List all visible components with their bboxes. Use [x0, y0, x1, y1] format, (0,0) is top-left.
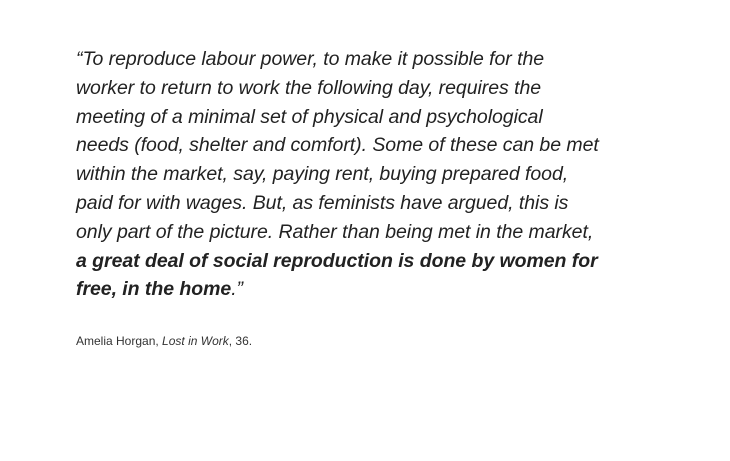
citation-book-title: Lost in Work	[162, 334, 229, 348]
quote-text	[76, 45, 656, 304]
citation-author: Amelia Horgan,	[76, 334, 163, 348]
citation-page: , 36.	[228, 334, 253, 348]
quote-line: within the market, say, paying rent, buying prepared food,	[76, 163, 569, 186]
quote-closing-mark: .”	[231, 278, 243, 301]
quote-final-line	[76, 275, 656, 304]
quote-emphasis-text: a great deal of social reproduction is done by women for	[76, 249, 598, 272]
citation	[76, 333, 252, 349]
quote-line: paid for with wages. But, as feminists have argued, this is	[76, 191, 569, 214]
quote-block	[76, 45, 656, 304]
quote-emphasis-line	[76, 247, 656, 276]
quote-line: needs (food, shelter and comfort). Some of these can be met	[76, 134, 599, 157]
quote-line: “To reproduce labour power, to make it possible for the	[76, 48, 545, 70]
quote-line: only part of the picture. Rather than being met in the market,	[76, 220, 594, 243]
quote-line: worker to return to work the following day, requires the	[76, 76, 542, 99]
quote-emphasis-text: free, in the home	[76, 278, 232, 301]
quote-line: meeting of a minimal set of physical and psychological	[76, 105, 543, 128]
